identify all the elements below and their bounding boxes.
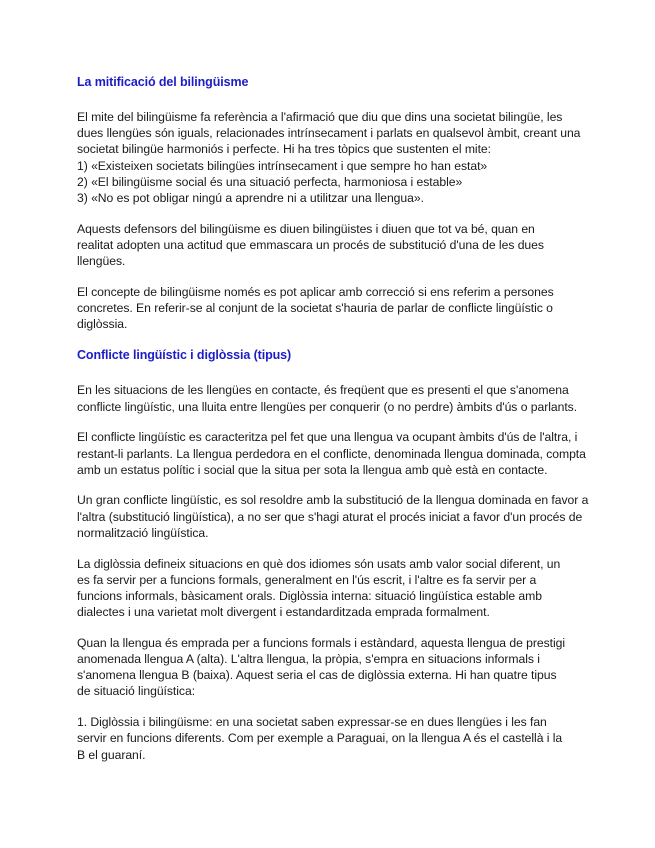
text-line: realitat adopten una actitud que emmascara un procés de substitució d'una de les dues <box>77 237 544 252</box>
text-line: Quan la llengua és emprada per a funcions formals i estàndard, aquesta llengua de prestigi <box>77 635 566 650</box>
text-line: es fa servir per a funcions formals, generalment en l'ús escrit, i l'altre es fa servir per a <box>77 572 537 587</box>
text-line: dues llengües són iguals, relacionades intrínsecament i parlats en qualsevol àmbit, creant una <box>77 126 581 141</box>
text-line: Aquests defensors del bilingüisme es diuen bilingüistes i diuen que tot va bé, quan en <box>77 221 535 236</box>
text-line: Un gran conflicte lingüístic, es sol resoldre amb la substitució de la llengua dominada en favor a <box>77 493 589 508</box>
section-heading-mitificacio: La mitificació del bilingüisme <box>77 75 249 89</box>
text-line: El concepte de bilingüisme només es pot aplicar amb correcció si ens referim a persones <box>77 284 554 299</box>
text-line: l'altra (substitució lingüística), a no ser que s'hagi aturat el procés iniciat a favor d'un procés de <box>77 509 583 524</box>
paragraph <box>77 429 597 478</box>
text-line: B el guaraní. <box>77 747 146 762</box>
paragraph <box>77 556 597 621</box>
text-line: servir en funcions diferents. Com per exemple a Paraguai, on la llengua A és el castellà i la <box>77 731 563 746</box>
paragraph <box>77 714 597 763</box>
text-line: de situació lingüística: <box>77 684 196 699</box>
text-line: 1) «Existeixen societats bilingües intrínsecament i que sempre ho han estat» <box>77 158 488 173</box>
text-line: El conflicte lingüístic es caracteritza pel fet que una llengua va ocupant àmbits d'ús de l'altra, i <box>77 430 578 445</box>
text-line: anomenada llengua A (alta). L'altra llengua, la pròpia, s'empra en situacions informals i <box>77 652 540 667</box>
text-line: conflicte lingüístic, una lluita entre llengües per conquerir (o no perdre) àmbits d'ús o parlants. <box>77 399 578 414</box>
paragraph <box>77 284 597 333</box>
paragraph <box>77 109 597 206</box>
document-body <box>77 74 597 763</box>
text-line: diglòssia. <box>77 317 128 332</box>
text-line: s'anomena llengua B (baixa). Aquest seria el cas de diglòssia externa. Hi han quatre tipus <box>77 668 557 683</box>
text-line: concretes. En referir-se al conjunt de la societat s'hauria de parlar de conflicte lingüístic o <box>77 301 553 316</box>
text-line: 3) «No es pot obligar ningú a aprendre ni a utilitzar una llengua». <box>77 191 424 206</box>
text-line: funcions informals, bàsicament orals. Diglòssia interna: situació lingüística estable amb <box>77 588 542 603</box>
text-line: restant-li parlants. La llengua perdedora en el conflicte, denominada llengua dominada, compta <box>77 446 586 461</box>
text-line: societat bilingüe harmoniós i perfecte. Hi ha tres tòpics que sustenten el mite: <box>77 142 491 157</box>
paragraph <box>77 382 597 414</box>
text-line: amb un estatus polític i social que la situa per sota la llengua amb què està en contacte. <box>77 462 548 477</box>
text-line: llengües. <box>77 254 126 269</box>
text-line: El mite del bilingüisme fa referència a l'afirmació que diu que dins una societat bilingüe, les <box>77 110 563 124</box>
paragraph <box>77 221 597 270</box>
text-line: En les situacions de les llengües en contacte, és freqüent que es presenti el que s'anomena <box>77 383 569 398</box>
text-line: La diglòssia defineix situacions en què dos idiomes són usats amb valor social diferent, un <box>77 556 561 571</box>
text-line: normalització lingüística. <box>77 525 209 540</box>
paragraph <box>77 492 597 541</box>
text-line: dialectes i una varietat molt divergent i estandarditzada emprada formalment. <box>77 605 490 620</box>
text-line: 1. Diglòssia i bilingüisme: en una societat saben expressar-se en dues llengües i les fan <box>77 715 547 730</box>
text-line: 2) «El bilingüisme social és una situació perfecta, harmoniosa i estable» <box>77 174 463 189</box>
paragraph <box>77 635 597 700</box>
section-heading-conflicte: Conflicte lingüístic i diglòssia (tipus) <box>77 348 292 363</box>
